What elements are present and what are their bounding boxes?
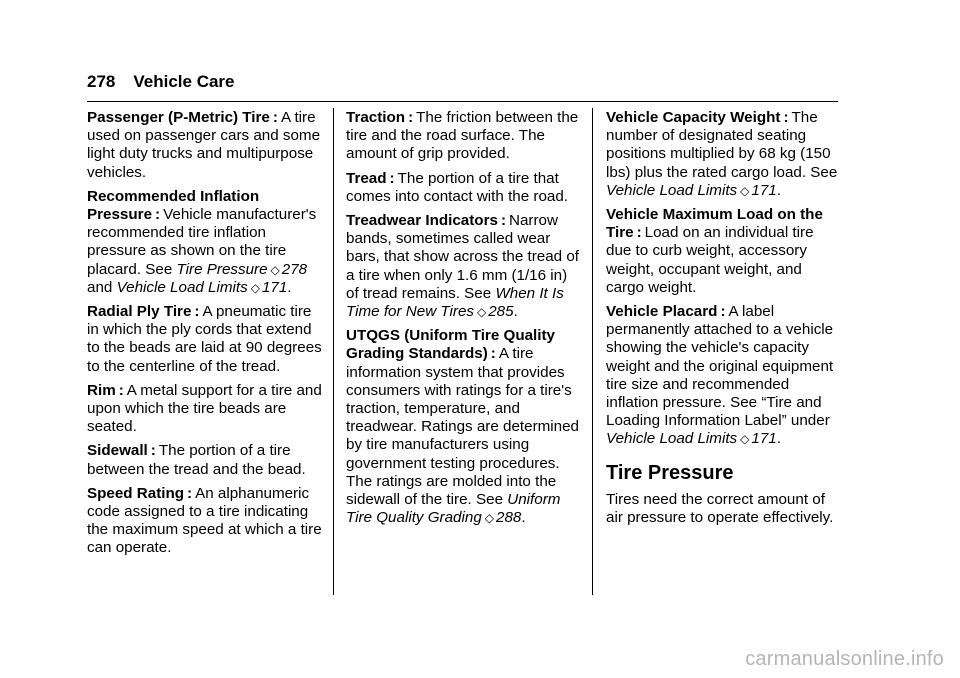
glossary-entry: Vehicle Maximum Load on the Tire : Load on an individual tire due to curb weight, accessory weight, occupant weight, and cargo weight. [606,206,823,296]
glossary-entry: UTQGS (Uniform Tire Quality Grading Standards) : A tire information system that provides consumers with ratings for a tire's traction, temperature, and treadwear. Ratings are determined by tire manufacturers using government testing procedures. The ratings are molded into the sidewall of the tire. See Uniform Tire Quality Grading ◇ 288. [346,327,580,527]
column-divider [592,108,593,595]
glossary-entry: Vehicle Capacity Weight : The number of designated seating positions multiplied by 68 kg (150 lbs) plus the rated cargo load. See Vehicle Load Limits ◇ 171. [606,109,838,199]
cross-reference[interactable]: Vehicle Load Limits ◇ 171 [116,278,288,296]
column-3 [606,109,842,533]
glossary-entry: Radial Ply Tire : A pneumatic tire in which the ply cords that extend to the beads are laid at 90 degrees to the centerline of the tread. [87,303,322,375]
page-number: 278 [87,72,116,91]
column-divider [333,108,334,595]
cross-reference[interactable]: When It Is Time for New Tires ◇ 285 [346,284,564,321]
glossary-entry: Speed Rating : An alphanumeric code assigned to a tire indicating the maximum speed at which a tire can operate. [87,484,322,557]
glossary-entry: Passenger (P-Metric) Tire : A tire used on passenger cars and some light duty trucks and multipurpose vehicles. [87,109,321,181]
section-title: Vehicle Care [133,72,235,91]
glossary-entry: Vehicle Placard : A label permanently attached to a vehicle showing the vehicle's capacity weight and the original equipment tire size and recommended inflation pressure. See “Tire and Loading Information Label” under Vehicle Load Limits ◇ 171. [606,303,834,448]
glossary-entry: Traction : The friction between the tire and the road surface. The amount of grip provided. [346,109,579,163]
cross-reference[interactable]: Uniform Tire Quality Grading ◇ 288 [346,491,561,527]
page-ref-icon: ◇ [484,511,494,526]
page-ref-icon: ◇ [740,183,750,198]
watermark: carmanualsonline.info [745,648,944,670]
column-1 [87,109,322,564]
page-ref-icon: ◇ [740,432,750,447]
page-ref-icon: ◇ [270,262,280,277]
glossary-entry: Rim : A metal support for a tire and upon which the tire beads are seated. [87,381,322,436]
column-2 [346,109,582,533]
glossary-entry: Treadwear Indicators : Narrow bands, sometimes called wear bars, that show across the tread of a tire when only 1.6 mm (1/16 in) of tread remains. See When It Is Time for New Tires ◇ 285. [346,212,579,321]
section-paragraph: Tires need the correct amount of air pressure to operate effectively. [606,490,834,526]
cross-reference[interactable]: Vehicle Load Limits ◇ 171 [606,181,777,199]
glossary-entry: Sidewall : The portion of a tire between the tread and the bead. [87,442,306,478]
header-rule [87,101,838,102]
cross-reference[interactable]: Tire Pressure ◇ 278 [176,260,308,278]
glossary-entry: Tread : The portion of a tire that comes into contact with the road. [346,169,569,205]
cross-reference[interactable]: Vehicle Load Limits ◇ 171 [606,430,777,448]
page-header [87,72,235,92]
section-heading: Tire Pressure [606,461,734,484]
glossary-entry: Recommended Inflation Pressure : Vehicle manufacturer's recommended tire inflation pressure as shown on the tire placard. See Tire Pressure ◇ 278 and Vehicle Load Limits ◇ 171. [87,187,317,296]
page-ref-icon: ◇ [477,305,487,320]
page-ref-icon: ◇ [250,280,260,295]
